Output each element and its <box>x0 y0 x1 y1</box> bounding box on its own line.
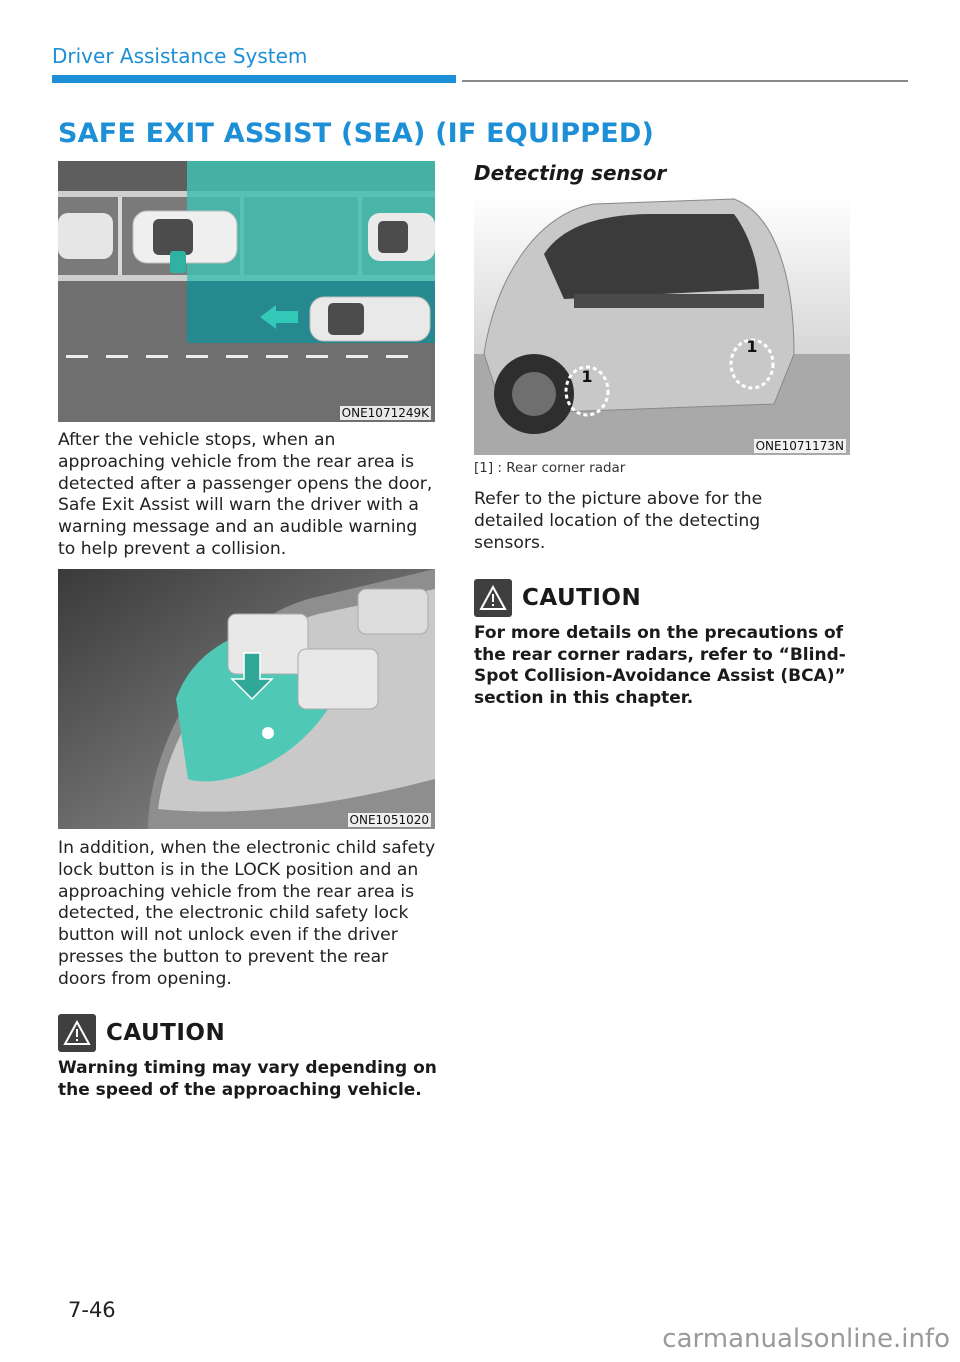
figure-rear-corner-radar <box>474 194 850 455</box>
caution-text: Warning timing may vary depending on the speed of the approaching vehicle. <box>58 1058 437 1100</box>
warning-icon <box>58 1014 96 1052</box>
radar-callout-left: 1 <box>581 367 593 386</box>
caution-text: For more details on the precautions of the rear corner radars, refer to “Blind-Spot Collision-Avoidance Assist (BCA)” section in this chapter. <box>474 623 846 708</box>
figure-code: ONE1071249K <box>341 406 429 420</box>
figure-sea-road-scene <box>58 161 435 422</box>
caution-box-left <box>58 1014 438 1101</box>
paragraph-sensor-location: Refer to the picture above for the detailed location of the detecting sensors. <box>474 489 763 553</box>
watermark: carmanualsonline.info <box>662 1324 950 1354</box>
figure-code: ONE1071173N <box>755 439 844 453</box>
figure-caption: [1] : Rear corner radar <box>474 460 626 476</box>
figure-code: ONE1051020 <box>349 813 429 827</box>
figure-child-lock-switch <box>58 569 435 829</box>
page-number: 7-46 <box>68 1298 116 1322</box>
caution-box-right <box>474 579 854 709</box>
paragraph-sea-description: After the vehicle stops, when an approaching vehicle from the rear area is detected after a passenger opens the door, Safe Exit Assist will warn the driver with a warning message and an audible warning to help prevent a collision. <box>58 430 433 559</box>
caution-label: CAUTION <box>106 1020 226 1046</box>
subheading-detecting-sensor: Detecting sensor <box>474 161 667 185</box>
radar-callout-right: 1 <box>746 337 758 356</box>
warning-icon <box>474 579 512 617</box>
running-header: Driver Assistance System <box>52 44 308 68</box>
header-accent-rule <box>52 75 456 83</box>
caution-label: CAUTION <box>522 585 642 611</box>
paragraph-child-lock: In addition, when the electronic child safety lock button is in the LOCK position and an approaching vehicle from the rear area is detected, the electronic child safety lock button will not unlock even if the driver presses the button to prevent the rear doors from opening. <box>58 838 436 989</box>
page-title: SAFE EXIT ASSIST (SEA) (IF EQUIPPED) <box>58 118 655 149</box>
header-divider <box>462 80 908 82</box>
